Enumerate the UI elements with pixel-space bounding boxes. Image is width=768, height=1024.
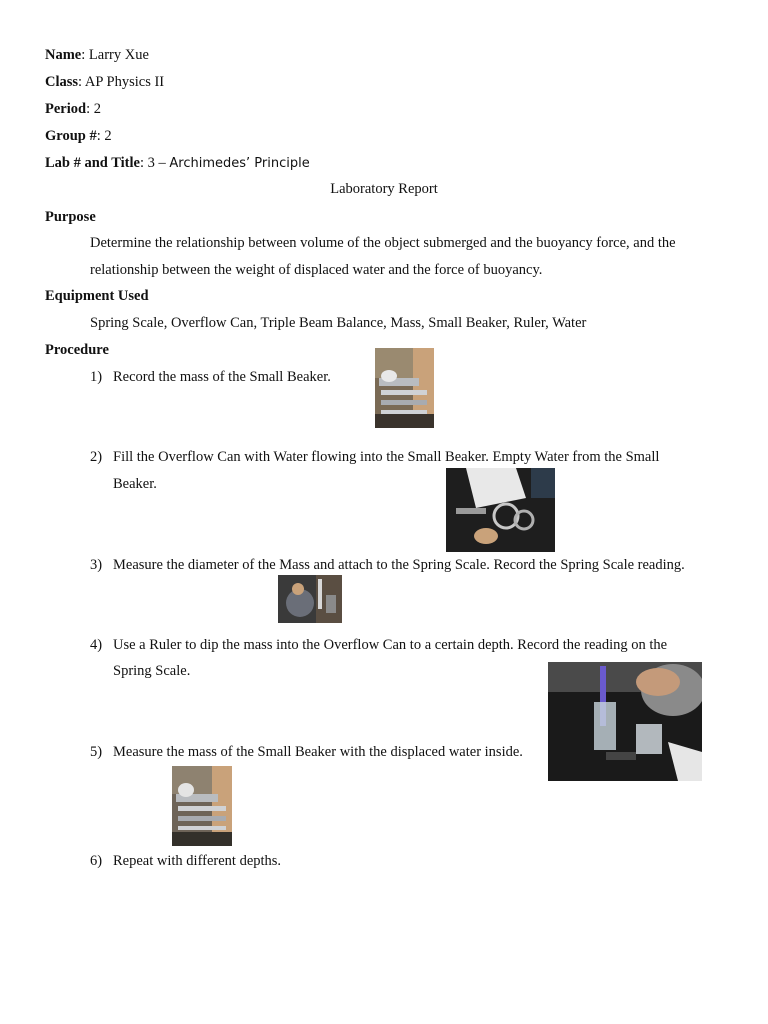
step-text: Use a Ruler to dip the mass into the Overflow Can to a certain depth. Record the reading on the	[113, 637, 668, 653]
period-value: : 2	[86, 101, 101, 117]
lab-label: Lab # and Title	[45, 155, 140, 171]
purpose-text-line-1: Determine the relationship between volume of the object submerged and the buoyancy force, and the	[90, 235, 676, 251]
lab-title: Archimedes’ Principle	[169, 156, 310, 171]
procedure-step-4-cont: Spring Scale.	[113, 663, 191, 679]
lab-field	[45, 154, 310, 173]
procedure-step-3	[90, 556, 685, 574]
step-text: Repeat with different depths.	[113, 853, 282, 869]
procedure-step-4	[90, 636, 667, 654]
period-label: Period	[45, 101, 87, 117]
name-label: Name	[45, 47, 82, 63]
photo-spring-scale	[278, 575, 342, 623]
procedure-step-5	[90, 743, 523, 761]
photo-overflow-can	[446, 468, 555, 552]
step-number: 5)	[90, 744, 103, 760]
equipment-text: Spring Scale, Overflow Can, Triple Beam Balance, Mass, Small Beaker, Ruler, Water	[90, 315, 587, 331]
procedure-step-2-cont: Beaker.	[113, 476, 157, 492]
step-text: Record the mass of the Small Beaker.	[113, 369, 331, 385]
step-number: 2)	[90, 449, 103, 465]
procedure-step-6	[90, 852, 281, 870]
purpose-text-line-2: relationship between the weight of displaced water and the force of buoyancy.	[90, 262, 543, 278]
step-number: 6)	[90, 853, 103, 869]
name-value: : Larry Xue	[81, 47, 149, 63]
group-value: : 2	[96, 128, 112, 144]
report-title: Laboratory Report	[330, 181, 438, 197]
step-text: Measure the mass of the Small Beaker with the displaced water inside.	[113, 744, 523, 760]
procedure-heading: Procedure	[45, 342, 109, 358]
step-number: 3)	[90, 557, 103, 573]
class-field	[45, 73, 164, 91]
group-label: Group #	[45, 128, 97, 144]
step-text: Measure the diameter of the Mass and attach to the Spring Scale. Record the Spring Scale reading.	[113, 557, 685, 573]
photo-dipping-mass	[548, 662, 702, 781]
name-field	[45, 46, 149, 64]
equipment-heading: Equipment Used	[45, 288, 149, 304]
procedure-step-1	[90, 368, 331, 386]
step-number: 4)	[90, 637, 103, 653]
photo-beaker-on-balance-2	[172, 766, 232, 846]
group-field	[45, 127, 112, 145]
class-value: : AP Physics II	[78, 74, 165, 90]
photo-beaker-on-balance-1	[375, 348, 434, 428]
class-label: Class	[45, 74, 79, 90]
purpose-heading: Purpose	[45, 209, 96, 225]
period-field	[45, 100, 101, 118]
step-number: 1)	[90, 369, 103, 385]
step-text: Fill the Overflow Can with Water flowing into the Small Beaker. Empty Water from the Small	[113, 449, 660, 465]
procedure-step-2	[90, 448, 659, 466]
lab-value-prefix: : 3 –	[139, 155, 170, 171]
